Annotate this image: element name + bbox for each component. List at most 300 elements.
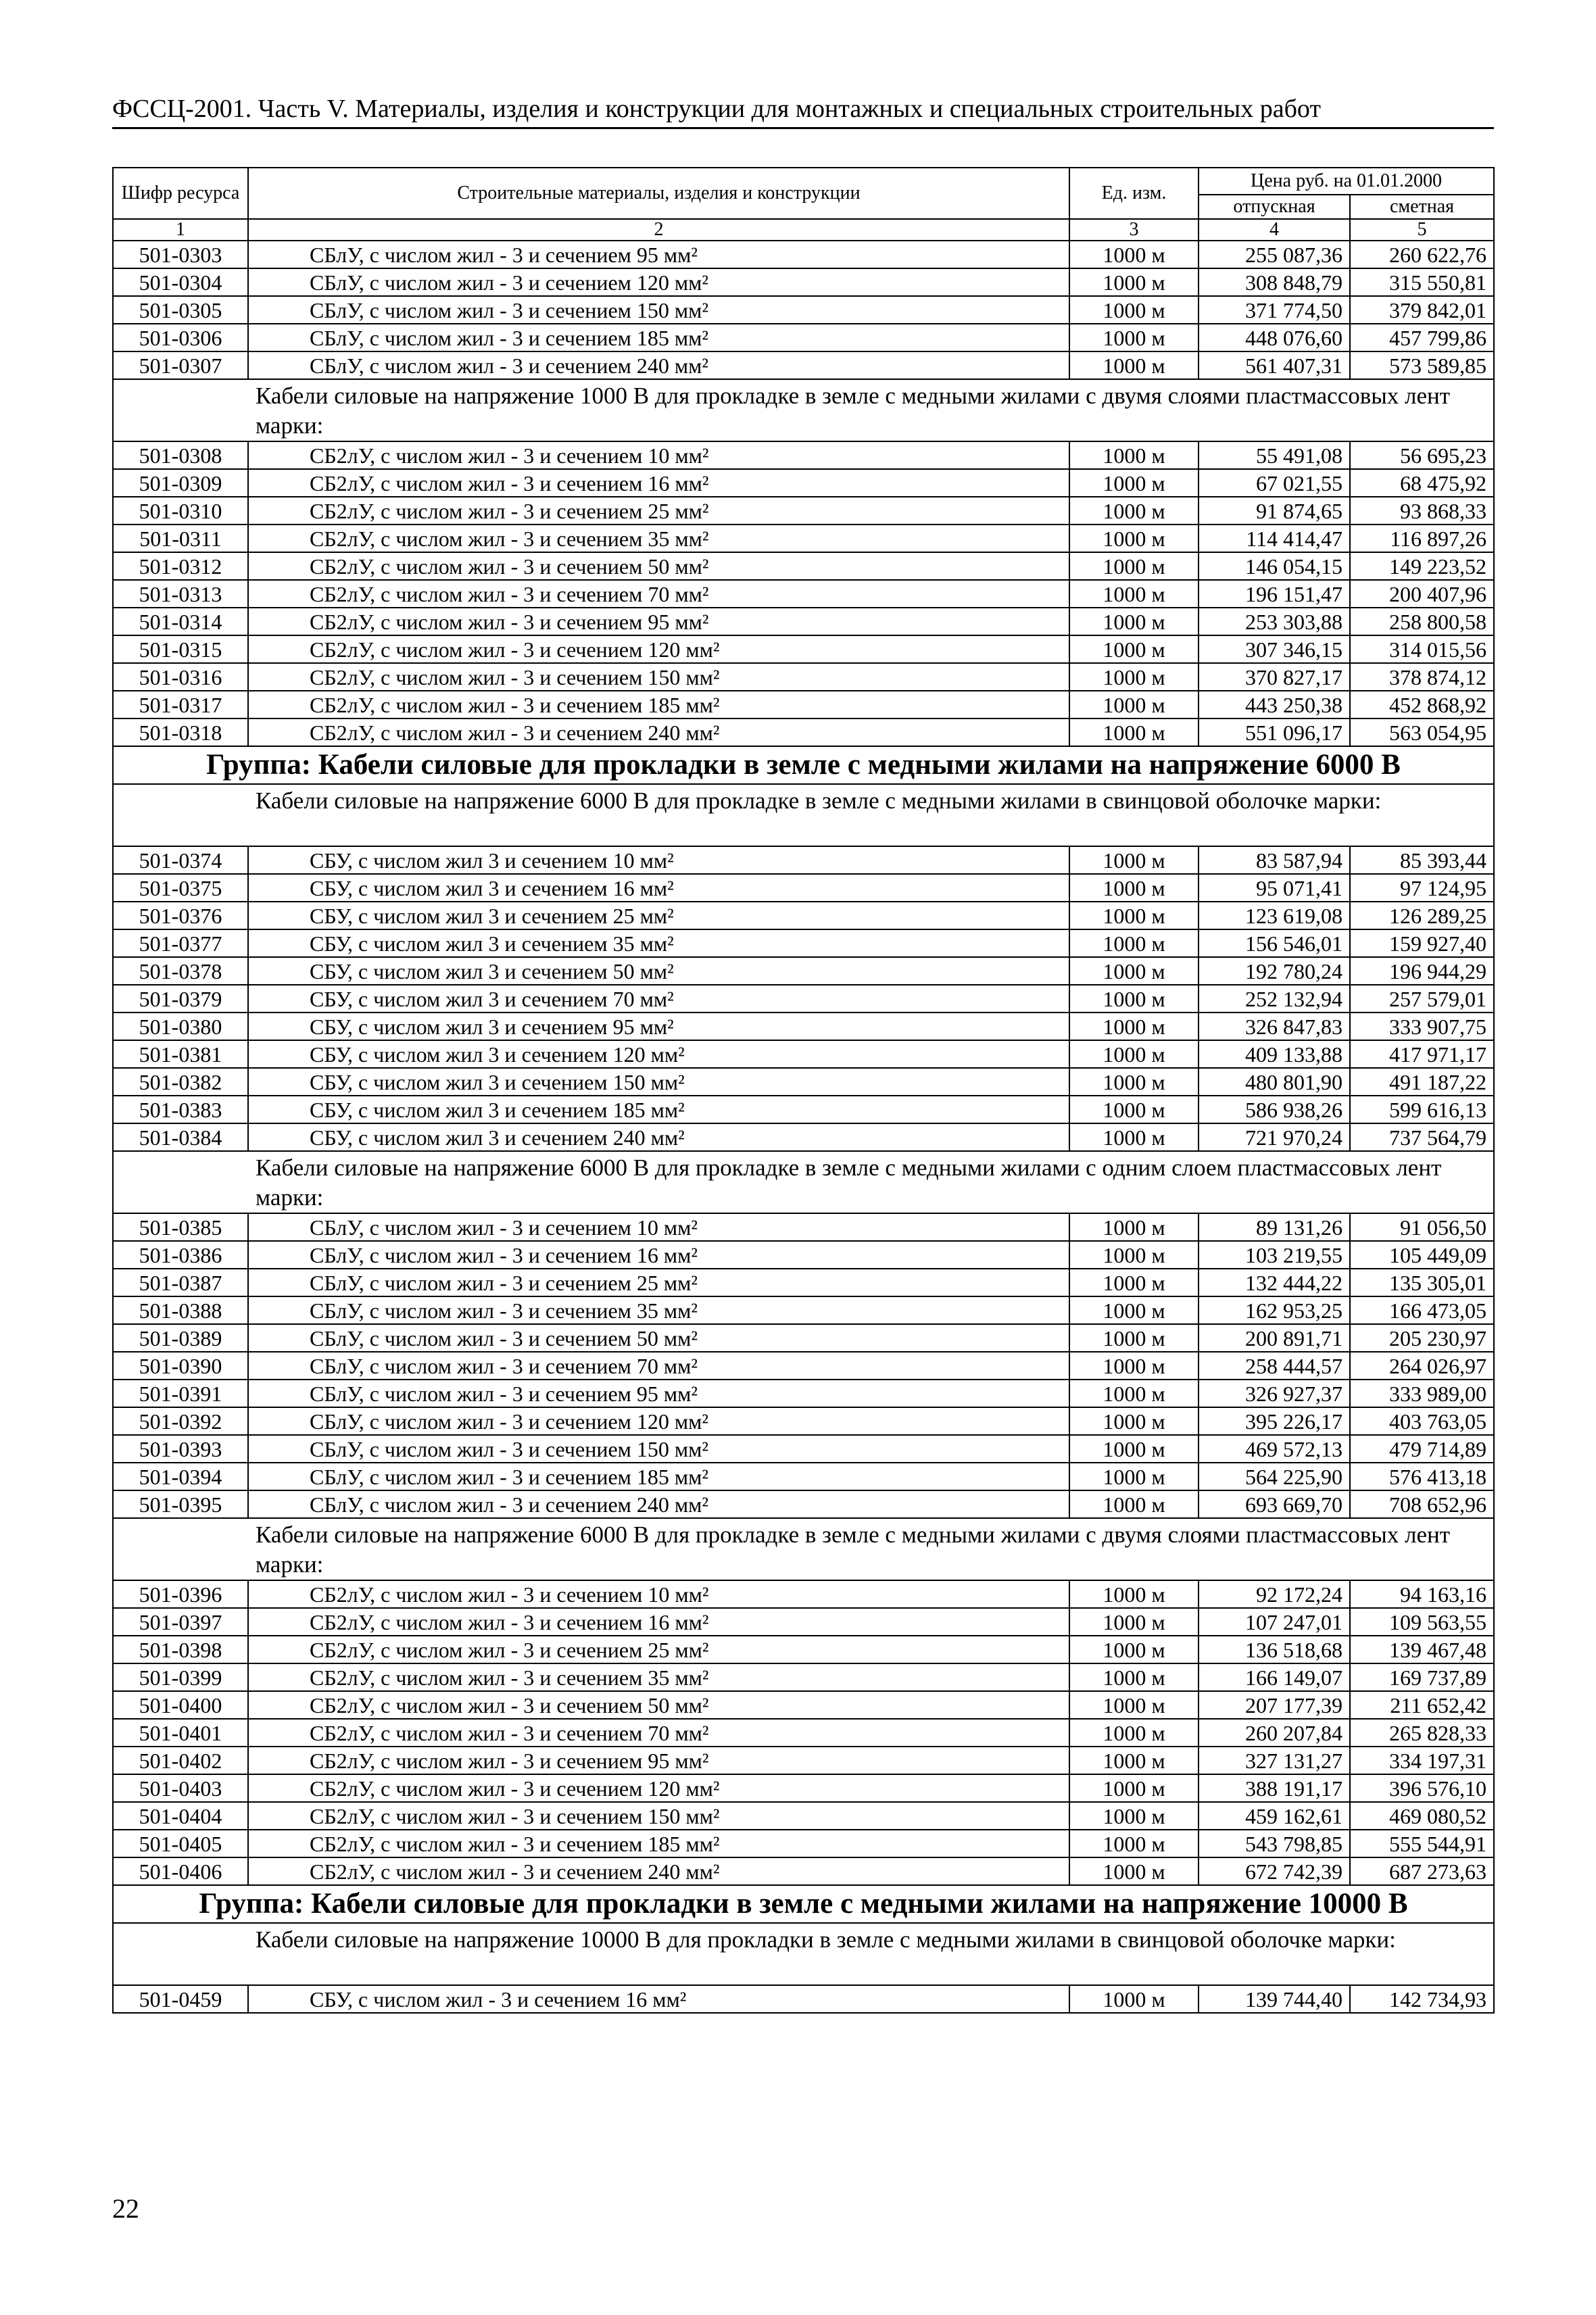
table-row bbox=[113, 1691, 1494, 1719]
estimate-price: 378 874,12 bbox=[1350, 663, 1494, 691]
resource-code: 501-0398 bbox=[113, 1636, 248, 1663]
estimate-price: 126 289,25 bbox=[1350, 902, 1494, 929]
release-price: 370 827,17 bbox=[1199, 663, 1350, 691]
material-name: СБ2лУ, с числом жил - 3 и сечением 16 мм² bbox=[248, 469, 1069, 497]
release-price: 162 953,25 bbox=[1199, 1296, 1350, 1324]
material-name: СБУ, с числом жил 3 и сечением 35 мм² bbox=[248, 929, 1069, 957]
material-name: СБ2лУ, с числом жил - 3 и сечением 95 мм² bbox=[248, 608, 1069, 635]
unit-of-measure: 1000 м bbox=[1069, 608, 1199, 635]
estimate-price: 333 907,75 bbox=[1350, 1013, 1494, 1040]
estimate-price: 457 799,86 bbox=[1350, 324, 1494, 351]
resource-code: 501-0383 bbox=[113, 1096, 248, 1123]
resource-code: 501-0391 bbox=[113, 1380, 248, 1407]
unit-of-measure: 1000 м bbox=[1069, 874, 1199, 902]
material-name: СБ2лУ, с числом жил - 3 и сечением 185 мм² bbox=[248, 691, 1069, 718]
material-name: СБлУ, с числом жил - 3 и сечением 240 мм² bbox=[248, 351, 1069, 379]
release-price: 55 491,08 bbox=[1199, 441, 1350, 469]
material-name: СБлУ, с числом жил - 3 и сечением 50 мм² bbox=[248, 1324, 1069, 1352]
group-row bbox=[113, 1885, 1494, 1923]
price-table-container bbox=[112, 167, 1493, 2014]
estimate-price: 149 223,52 bbox=[1350, 552, 1494, 580]
release-price: 252 132,94 bbox=[1199, 985, 1350, 1013]
unit-of-measure: 1000 м bbox=[1069, 1213, 1199, 1241]
release-price: 564 225,90 bbox=[1199, 1463, 1350, 1490]
release-price: 480 801,90 bbox=[1199, 1068, 1350, 1096]
table-row bbox=[113, 1802, 1494, 1830]
unit-of-measure: 1000 м bbox=[1069, 1241, 1199, 1269]
estimate-price: 135 305,01 bbox=[1350, 1269, 1494, 1296]
unit-of-measure: 1000 м bbox=[1069, 1830, 1199, 1857]
material-name: СБ2лУ, с числом жил - 3 и сечением 35 мм² bbox=[248, 525, 1069, 552]
group-heading: Группа: Кабели силовые для прокладки в земле с медными жилами на напряжение 10000 В bbox=[113, 1885, 1494, 1923]
material-name: СБ2лУ, с числом жил - 3 и сечением 35 мм² bbox=[248, 1663, 1069, 1691]
material-name: СБУ, с числом жил 3 и сечением 185 мм² bbox=[248, 1096, 1069, 1123]
estimate-price: 491 187,22 bbox=[1350, 1068, 1494, 1096]
release-price: 469 572,13 bbox=[1199, 1435, 1350, 1463]
estimate-price: 68 475,92 bbox=[1350, 469, 1494, 497]
subgroup-heading: Кабели силовые на напряжение 6000 В для прокладке в земле с медными жилами в свинцовой оболочке марки: bbox=[113, 784, 1494, 846]
release-price: 371 774,50 bbox=[1199, 296, 1350, 324]
estimate-price: 555 544,91 bbox=[1350, 1830, 1494, 1857]
release-price: 326 847,83 bbox=[1199, 1013, 1350, 1040]
release-price: 693 669,70 bbox=[1199, 1490, 1350, 1518]
unit-of-measure: 1000 м bbox=[1069, 1636, 1199, 1663]
material-name: СБ2лУ, с числом жил - 3 и сечением 120 мм² bbox=[248, 1774, 1069, 1802]
table-row bbox=[113, 268, 1494, 296]
resource-code: 501-0303 bbox=[113, 241, 248, 268]
release-price: 586 938,26 bbox=[1199, 1096, 1350, 1123]
release-price: 156 546,01 bbox=[1199, 929, 1350, 957]
estimate-price: 379 842,01 bbox=[1350, 296, 1494, 324]
material-name: СБ2лУ, с числом жил - 3 и сечением 50 мм² bbox=[248, 552, 1069, 580]
unit-of-measure: 1000 м bbox=[1069, 1296, 1199, 1324]
release-price: 136 518,68 bbox=[1199, 1636, 1350, 1663]
table-row bbox=[113, 929, 1494, 957]
table-row bbox=[113, 902, 1494, 929]
material-name: СБ2лУ, с числом жил - 3 и сечением 95 мм² bbox=[248, 1747, 1069, 1774]
estimate-price: 159 927,40 bbox=[1350, 929, 1494, 957]
unit-of-measure: 1000 м bbox=[1069, 1096, 1199, 1123]
material-name: СБ2лУ, с числом жил - 3 и сечением 16 мм² bbox=[248, 1608, 1069, 1636]
estimate-price: 265 828,33 bbox=[1350, 1719, 1494, 1747]
unit-of-measure: 1000 м bbox=[1069, 1324, 1199, 1352]
unit-of-measure: 1000 м bbox=[1069, 691, 1199, 718]
release-price: 89 131,26 bbox=[1199, 1213, 1350, 1241]
estimate-price: 91 056,50 bbox=[1350, 1213, 1494, 1241]
table-row bbox=[113, 1719, 1494, 1747]
unit-of-measure: 1000 м bbox=[1069, 718, 1199, 746]
table-row bbox=[113, 296, 1494, 324]
release-price: 95 071,41 bbox=[1199, 874, 1350, 902]
release-price: 123 619,08 bbox=[1199, 902, 1350, 929]
resource-code: 501-0315 bbox=[113, 635, 248, 663]
unit-of-measure: 1000 м bbox=[1069, 1985, 1199, 2013]
unit-of-measure: 1000 м bbox=[1069, 241, 1199, 268]
estimate-price: 314 015,56 bbox=[1350, 635, 1494, 663]
estimate-price: 85 393,44 bbox=[1350, 846, 1494, 874]
group-heading: Группа: Кабели силовые для прокладки в земле с медными жилами на напряжение 6000 В bbox=[113, 746, 1494, 784]
table-row bbox=[113, 1985, 1494, 2013]
table-row bbox=[113, 1241, 1494, 1269]
header-col-number: 1 bbox=[113, 219, 248, 241]
table-row bbox=[113, 469, 1494, 497]
table-row bbox=[113, 1857, 1494, 1885]
unit-of-measure: 1000 м bbox=[1069, 580, 1199, 608]
material-name: СБлУ, с числом жил - 3 и сечением 120 мм² bbox=[248, 268, 1069, 296]
resource-code: 501-0384 bbox=[113, 1123, 248, 1151]
resource-code: 501-0400 bbox=[113, 1691, 248, 1719]
estimate-price: 334 197,31 bbox=[1350, 1747, 1494, 1774]
release-price: 83 587,94 bbox=[1199, 846, 1350, 874]
header-code: Шифр ресурса bbox=[113, 168, 248, 219]
resource-code: 501-0388 bbox=[113, 1296, 248, 1324]
table-row bbox=[113, 691, 1494, 718]
unit-of-measure: 1000 м bbox=[1069, 1608, 1199, 1636]
material-name: СБлУ, с числом жил - 3 и сечением 10 мм² bbox=[248, 1213, 1069, 1241]
table-row bbox=[113, 324, 1494, 351]
release-price: 92 172,24 bbox=[1199, 1580, 1350, 1608]
estimate-price: 109 563,55 bbox=[1350, 1608, 1494, 1636]
resource-code: 501-0375 bbox=[113, 874, 248, 902]
header-price-estimate: сметная bbox=[1350, 195, 1494, 219]
unit-of-measure: 1000 м bbox=[1069, 1269, 1199, 1296]
material-name: СБлУ, с числом жил - 3 и сечением 95 мм² bbox=[248, 241, 1069, 268]
unit-of-measure: 1000 м bbox=[1069, 846, 1199, 874]
table-header bbox=[113, 168, 1494, 241]
table-row bbox=[113, 1213, 1494, 1241]
material-name: СБлУ, с числом жил - 3 и сечением 70 мм² bbox=[248, 1352, 1069, 1380]
header-name: Строительные материалы, изделия и конструкции bbox=[248, 168, 1069, 219]
unit-of-measure: 1000 м bbox=[1069, 1691, 1199, 1719]
unit-of-measure: 1000 м bbox=[1069, 1380, 1199, 1407]
release-price: 543 798,85 bbox=[1199, 1830, 1350, 1857]
table-row bbox=[113, 1123, 1494, 1151]
unit-of-measure: 1000 м bbox=[1069, 497, 1199, 525]
group-row bbox=[113, 746, 1494, 784]
table-row bbox=[113, 525, 1494, 552]
material-name: СБУ, с числом жил 3 и сечением 240 мм² bbox=[248, 1123, 1069, 1151]
table-row bbox=[113, 957, 1494, 985]
resource-code: 501-0304 bbox=[113, 268, 248, 296]
estimate-price: 205 230,97 bbox=[1350, 1324, 1494, 1352]
table-row bbox=[113, 635, 1494, 663]
material-name: СБ2лУ, с числом жил - 3 и сечением 150 мм² bbox=[248, 1802, 1069, 1830]
table-row bbox=[113, 608, 1494, 635]
resource-code: 501-0313 bbox=[113, 580, 248, 608]
resource-code: 501-0305 bbox=[113, 296, 248, 324]
material-name: СБ2лУ, с числом жил - 3 и сечением 150 мм² bbox=[248, 663, 1069, 691]
material-name: СБУ, с числом жил 3 и сечением 120 мм² bbox=[248, 1040, 1069, 1068]
subgroup-heading: Кабели силовые на напряжение 1000 В для прокладке в земле с медными жилами с двумя слоями пластмассовых лент марки: bbox=[113, 379, 1494, 441]
unit-of-measure: 1000 м bbox=[1069, 1747, 1199, 1774]
resource-code: 501-0386 bbox=[113, 1241, 248, 1269]
resource-code: 501-0306 bbox=[113, 324, 248, 351]
release-price: 459 162,61 bbox=[1199, 1802, 1350, 1830]
table-row bbox=[113, 441, 1494, 469]
header-col-number: 5 bbox=[1350, 219, 1494, 241]
table-row bbox=[113, 1296, 1494, 1324]
resource-code: 501-0406 bbox=[113, 1857, 248, 1885]
material-name: СБлУ, с числом жил - 3 и сечением 150 мм² bbox=[248, 1435, 1069, 1463]
release-price: 166 149,07 bbox=[1199, 1663, 1350, 1691]
unit-of-measure: 1000 м bbox=[1069, 1774, 1199, 1802]
estimate-price: 116 897,26 bbox=[1350, 525, 1494, 552]
material-name: СБлУ, с числом жил - 3 и сечением 25 мм² bbox=[248, 1269, 1069, 1296]
table-row bbox=[113, 1013, 1494, 1040]
table-row bbox=[113, 718, 1494, 746]
header-col-number: 2 bbox=[248, 219, 1069, 241]
table-row bbox=[113, 1324, 1494, 1352]
release-price: 721 970,24 bbox=[1199, 1123, 1350, 1151]
resource-code: 501-0374 bbox=[113, 846, 248, 874]
table-row bbox=[113, 1663, 1494, 1691]
subgroup-row bbox=[113, 1923, 1494, 1985]
estimate-price: 396 576,10 bbox=[1350, 1774, 1494, 1802]
table-row bbox=[113, 552, 1494, 580]
estimate-price: 403 763,05 bbox=[1350, 1407, 1494, 1435]
material-name: СБ2лУ, с числом жил - 3 и сечением 25 мм² bbox=[248, 1636, 1069, 1663]
resource-code: 501-0385 bbox=[113, 1213, 248, 1241]
unit-of-measure: 1000 м bbox=[1069, 1013, 1199, 1040]
unit-of-measure: 1000 м bbox=[1069, 1463, 1199, 1490]
estimate-price: 105 449,09 bbox=[1350, 1241, 1494, 1269]
estimate-price: 260 622,76 bbox=[1350, 241, 1494, 268]
resource-code: 501-0379 bbox=[113, 985, 248, 1013]
resource-code: 501-0380 bbox=[113, 1013, 248, 1040]
unit-of-measure: 1000 м bbox=[1069, 296, 1199, 324]
unit-of-measure: 1000 м bbox=[1069, 525, 1199, 552]
estimate-price: 599 616,13 bbox=[1350, 1096, 1494, 1123]
resource-code: 501-0394 bbox=[113, 1463, 248, 1490]
unit-of-measure: 1000 м bbox=[1069, 1123, 1199, 1151]
material-name: СБ2лУ, с числом жил - 3 и сечением 70 мм² bbox=[248, 580, 1069, 608]
table-row bbox=[113, 1636, 1494, 1663]
resource-code: 501-0387 bbox=[113, 1269, 248, 1296]
estimate-price: 257 579,01 bbox=[1350, 985, 1494, 1013]
estimate-price: 563 054,95 bbox=[1350, 718, 1494, 746]
table-row bbox=[113, 1407, 1494, 1435]
resource-code: 501-0399 bbox=[113, 1663, 248, 1691]
material-name: СБ2лУ, с числом жил - 3 и сечением 185 мм² bbox=[248, 1830, 1069, 1857]
resource-code: 501-0311 bbox=[113, 525, 248, 552]
material-name: СБ2лУ, с числом жил - 3 и сечением 240 мм² bbox=[248, 718, 1069, 746]
estimate-price: 94 163,16 bbox=[1350, 1580, 1494, 1608]
header-col-number: 4 bbox=[1199, 219, 1350, 241]
release-price: 114 414,47 bbox=[1199, 525, 1350, 552]
release-price: 91 874,65 bbox=[1199, 497, 1350, 525]
release-price: 107 247,01 bbox=[1199, 1608, 1350, 1636]
material-name: СБ2лУ, с числом жил - 3 и сечением 120 мм² bbox=[248, 635, 1069, 663]
material-name: СБлУ, с числом жил - 3 и сечением 185 мм² bbox=[248, 324, 1069, 351]
release-price: 409 133,88 bbox=[1199, 1040, 1350, 1068]
unit-of-measure: 1000 м bbox=[1069, 929, 1199, 957]
estimate-price: 200 407,96 bbox=[1350, 580, 1494, 608]
table-row bbox=[113, 1747, 1494, 1774]
estimate-price: 452 868,92 bbox=[1350, 691, 1494, 718]
resource-code: 501-0382 bbox=[113, 1068, 248, 1096]
resource-code: 501-0310 bbox=[113, 497, 248, 525]
material-name: СБ2лУ, с числом жил - 3 и сечением 50 мм² bbox=[248, 1691, 1069, 1719]
estimate-price: 142 734,93 bbox=[1350, 1985, 1494, 2013]
resource-code: 501-0314 bbox=[113, 608, 248, 635]
material-name: СБУ, с числом жил 3 и сечением 95 мм² bbox=[248, 1013, 1069, 1040]
estimate-price: 258 800,58 bbox=[1350, 608, 1494, 635]
unit-of-measure: 1000 м bbox=[1069, 957, 1199, 985]
resource-code: 501-0395 bbox=[113, 1490, 248, 1518]
release-price: 395 226,17 bbox=[1199, 1407, 1350, 1435]
table-row bbox=[113, 874, 1494, 902]
release-price: 253 303,88 bbox=[1199, 608, 1350, 635]
unit-of-measure: 1000 м bbox=[1069, 902, 1199, 929]
material-name: СБУ, с числом жил 3 и сечением 10 мм² bbox=[248, 846, 1069, 874]
estimate-price: 169 737,89 bbox=[1350, 1663, 1494, 1691]
price-table bbox=[112, 167, 1495, 2014]
table-row bbox=[113, 1463, 1494, 1490]
table-row bbox=[113, 1352, 1494, 1380]
unit-of-measure: 1000 м bbox=[1069, 1352, 1199, 1380]
release-price: 200 891,71 bbox=[1199, 1324, 1350, 1352]
estimate-price: 576 413,18 bbox=[1350, 1463, 1494, 1490]
release-price: 326 927,37 bbox=[1199, 1380, 1350, 1407]
release-price: 258 444,57 bbox=[1199, 1352, 1350, 1380]
release-price: 551 096,17 bbox=[1199, 718, 1350, 746]
unit-of-measure: 1000 м bbox=[1069, 985, 1199, 1013]
estimate-price: 479 714,89 bbox=[1350, 1435, 1494, 1463]
estimate-price: 97 124,95 bbox=[1350, 874, 1494, 902]
unit-of-measure: 1000 м bbox=[1069, 1490, 1199, 1518]
resource-code: 501-0376 bbox=[113, 902, 248, 929]
table-row bbox=[113, 1580, 1494, 1608]
estimate-price: 737 564,79 bbox=[1350, 1123, 1494, 1151]
release-price: 192 780,24 bbox=[1199, 957, 1350, 985]
resource-code: 501-0404 bbox=[113, 1802, 248, 1830]
release-price: 255 087,36 bbox=[1199, 241, 1350, 268]
unit-of-measure: 1000 м bbox=[1069, 663, 1199, 691]
release-price: 388 191,17 bbox=[1199, 1774, 1350, 1802]
release-price: 307 346,15 bbox=[1199, 635, 1350, 663]
estimate-price: 196 944,29 bbox=[1350, 957, 1494, 985]
material-name: СБлУ, с числом жил - 3 и сечением 35 мм² bbox=[248, 1296, 1069, 1324]
unit-of-measure: 1000 м bbox=[1069, 1040, 1199, 1068]
resource-code: 501-0390 bbox=[113, 1352, 248, 1380]
table-row bbox=[113, 497, 1494, 525]
release-price: 196 151,47 bbox=[1199, 580, 1350, 608]
material-name: СБ2лУ, с числом жил - 3 и сечением 25 мм² bbox=[248, 497, 1069, 525]
material-name: СБлУ, с числом жил - 3 и сечением 16 мм² bbox=[248, 1241, 1069, 1269]
subgroup-heading: Кабели силовые на напряжение 10000 В для прокладки в земле с медными жилами в свинцовой оболочке марки: bbox=[113, 1923, 1494, 1985]
unit-of-measure: 1000 м bbox=[1069, 1407, 1199, 1435]
material-name: СБлУ, с числом жил - 3 и сечением 240 мм² bbox=[248, 1490, 1069, 1518]
resource-code: 501-0378 bbox=[113, 957, 248, 985]
estimate-price: 573 589,85 bbox=[1350, 351, 1494, 379]
unit-of-measure: 1000 м bbox=[1069, 1719, 1199, 1747]
material-name: СБлУ, с числом жил - 3 и сечением 120 мм² bbox=[248, 1407, 1069, 1435]
table-row bbox=[113, 351, 1494, 379]
resource-code: 501-0459 bbox=[113, 1985, 248, 2013]
unit-of-measure: 1000 м bbox=[1069, 268, 1199, 296]
estimate-price: 417 971,17 bbox=[1350, 1040, 1494, 1068]
resource-code: 501-0392 bbox=[113, 1407, 248, 1435]
release-price: 103 219,55 bbox=[1199, 1241, 1350, 1269]
resource-code: 501-0397 bbox=[113, 1608, 248, 1636]
material-name: СБлУ, с числом жил - 3 и сечением 95 мм² bbox=[248, 1380, 1069, 1407]
subgroup-row bbox=[113, 1518, 1494, 1580]
estimate-price: 264 026,97 bbox=[1350, 1352, 1494, 1380]
unit-of-measure: 1000 м bbox=[1069, 1580, 1199, 1608]
estimate-price: 211 652,42 bbox=[1350, 1691, 1494, 1719]
subgroup-row bbox=[113, 379, 1494, 441]
unit-of-measure: 1000 м bbox=[1069, 1663, 1199, 1691]
table-row bbox=[113, 1380, 1494, 1407]
resource-code: 501-0317 bbox=[113, 691, 248, 718]
subgroup-heading: Кабели силовые на напряжение 6000 В для прокладке в земле с медными жилами с двумя слоями пластмассовых лент марки: bbox=[113, 1518, 1494, 1580]
release-price: 260 207,84 bbox=[1199, 1719, 1350, 1747]
estimate-price: 469 080,52 bbox=[1350, 1802, 1494, 1830]
unit-of-measure: 1000 м bbox=[1069, 351, 1199, 379]
material-name: СБ2лУ, с числом жил - 3 и сечением 10 мм² bbox=[248, 1580, 1069, 1608]
release-price: 448 076,60 bbox=[1199, 324, 1350, 351]
header-col-number: 3 bbox=[1069, 219, 1199, 241]
resource-code: 501-0405 bbox=[113, 1830, 248, 1857]
subgroup-row bbox=[113, 784, 1494, 846]
material-name: СБУ, с числом жил 3 и сечением 150 мм² bbox=[248, 1068, 1069, 1096]
table-row bbox=[113, 1040, 1494, 1068]
table-row bbox=[113, 1490, 1494, 1518]
material-name: СБ2лУ, с числом жил - 3 и сечением 10 мм² bbox=[248, 441, 1069, 469]
material-name: СБлУ, с числом жил - 3 и сечением 185 мм² bbox=[248, 1463, 1069, 1490]
table-row bbox=[113, 580, 1494, 608]
resource-code: 501-0403 bbox=[113, 1774, 248, 1802]
resource-code: 501-0389 bbox=[113, 1324, 248, 1352]
table-row bbox=[113, 1435, 1494, 1463]
material-name: СБУ, с числом жил 3 и сечением 70 мм² bbox=[248, 985, 1069, 1013]
page-number: 22 bbox=[112, 2193, 139, 2224]
resource-code: 501-0316 bbox=[113, 663, 248, 691]
header-price-release: отпускная bbox=[1199, 195, 1350, 219]
estimate-price: 56 695,23 bbox=[1350, 441, 1494, 469]
release-price: 443 250,38 bbox=[1199, 691, 1350, 718]
release-price: 308 848,79 bbox=[1199, 268, 1350, 296]
resource-code: 501-0307 bbox=[113, 351, 248, 379]
unit-of-measure: 1000 м bbox=[1069, 552, 1199, 580]
subgroup-heading: Кабели силовые на напряжение 6000 В для прокладке в земле с медными жилами с одним слоем пластмассовых лент марки: bbox=[113, 1151, 1494, 1213]
material-name: СБлУ, с числом жил - 3 и сечением 150 мм² bbox=[248, 296, 1069, 324]
estimate-price: 687 273,63 bbox=[1350, 1857, 1494, 1885]
unit-of-measure: 1000 м bbox=[1069, 1857, 1199, 1885]
resource-code: 501-0309 bbox=[113, 469, 248, 497]
unit-of-measure: 1000 м bbox=[1069, 324, 1199, 351]
resource-code: 501-0381 bbox=[113, 1040, 248, 1068]
table-body bbox=[113, 241, 1494, 2013]
unit-of-measure: 1000 м bbox=[1069, 1068, 1199, 1096]
release-price: 146 054,15 bbox=[1199, 552, 1350, 580]
unit-of-measure: 1000 м bbox=[1069, 469, 1199, 497]
release-price: 67 021,55 bbox=[1199, 469, 1350, 497]
material-name: СБ2лУ, с числом жил - 3 и сечением 240 мм² bbox=[248, 1857, 1069, 1885]
estimate-price: 93 868,33 bbox=[1350, 497, 1494, 525]
resource-code: 501-0396 bbox=[113, 1580, 248, 1608]
release-price: 327 131,27 bbox=[1199, 1747, 1350, 1774]
header-price-group: Цена руб. на 01.01.2000 bbox=[1199, 168, 1494, 195]
release-price: 561 407,31 bbox=[1199, 351, 1350, 379]
page-header: ФССЦ-2001. Часть V. Материалы, изделия и конструкции для монтажных и специальных строительных работ bbox=[112, 92, 1494, 129]
resource-code: 501-0308 bbox=[113, 441, 248, 469]
subgroup-row bbox=[113, 1151, 1494, 1213]
unit-of-measure: 1000 м bbox=[1069, 1802, 1199, 1830]
resource-code: 501-0401 bbox=[113, 1719, 248, 1747]
estimate-price: 166 473,05 bbox=[1350, 1296, 1494, 1324]
table-row bbox=[113, 663, 1494, 691]
